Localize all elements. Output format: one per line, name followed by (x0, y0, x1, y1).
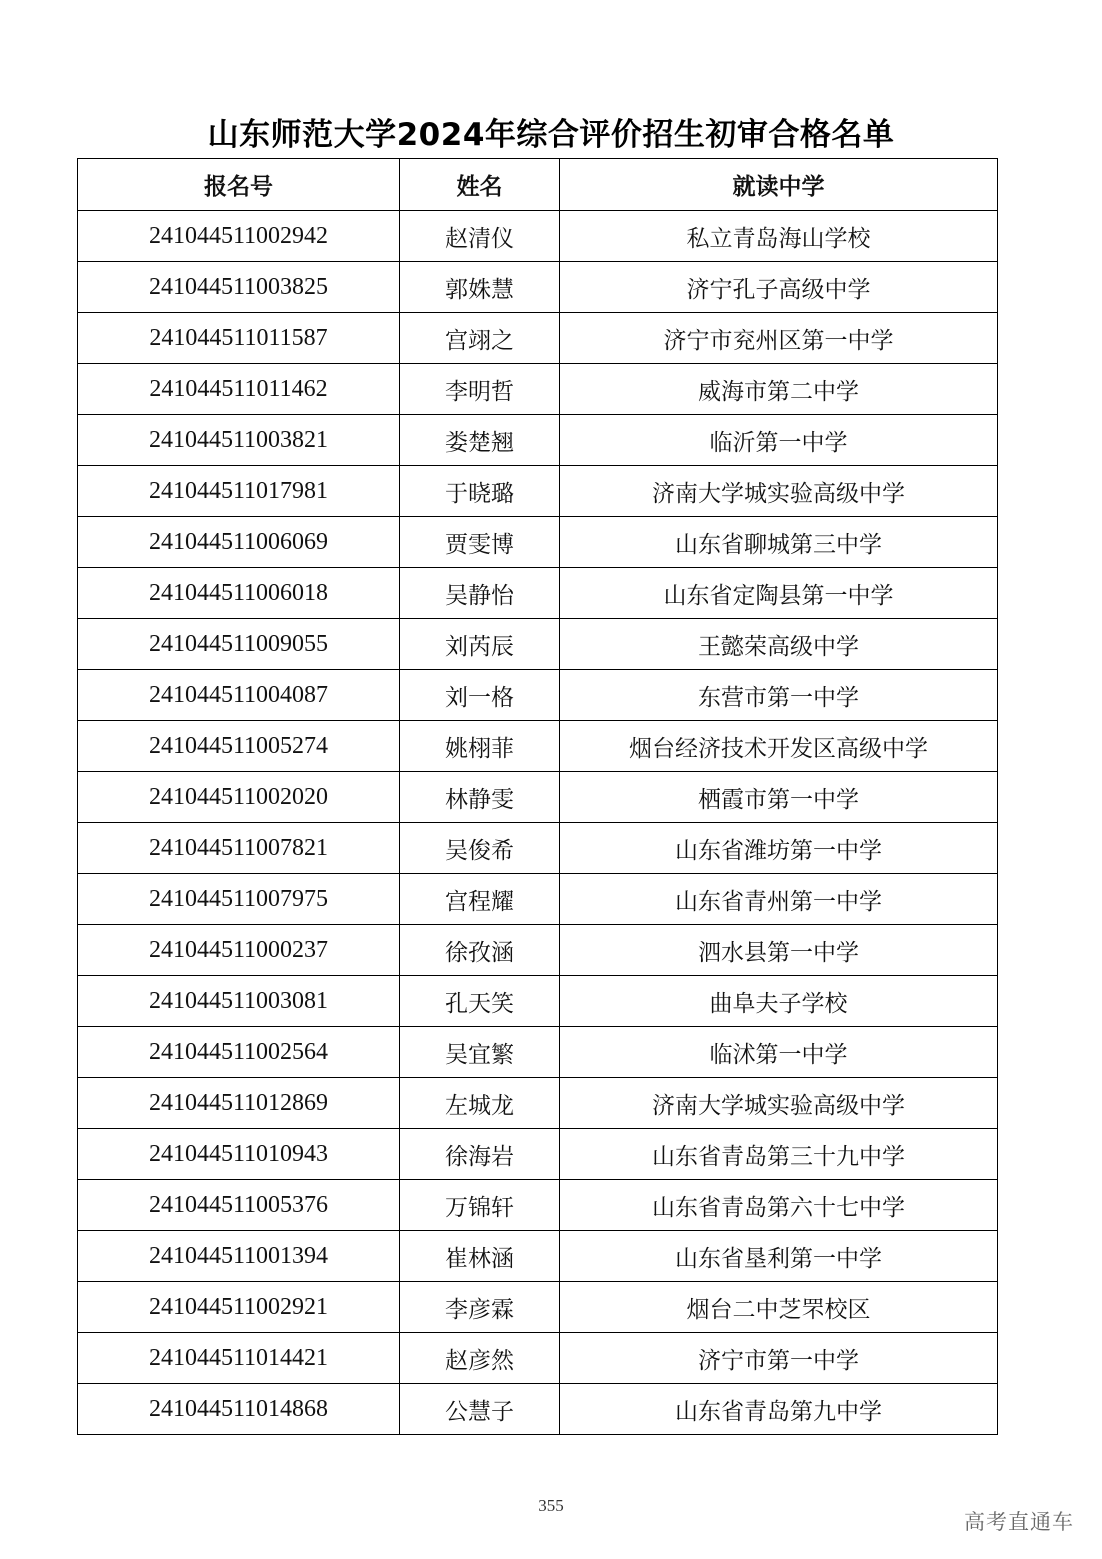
registration-number-cell: 241044511000237 (78, 925, 400, 976)
school-name-cell: 临沂第一中学 (560, 415, 998, 466)
table-row (78, 364, 998, 415)
school-name-cell: 栖霞市第一中学 (560, 772, 998, 823)
school-name-cell: 临沭第一中学 (560, 1027, 998, 1078)
school-name-cell: 烟台经济技术开发区高级中学 (560, 721, 998, 772)
school-name-cell: 济南大学城实验高级中学 (560, 466, 998, 517)
table-body (78, 211, 998, 1435)
student-name-cell: 于晓璐 (400, 466, 560, 517)
registration-number-cell: 241044511003825 (78, 262, 400, 313)
registration-number-cell: 241044511011462 (78, 364, 400, 415)
student-name-cell: 吴静怡 (400, 568, 560, 619)
table-row (78, 1231, 998, 1282)
table-row (78, 976, 998, 1027)
student-name-cell: 吴俊希 (400, 823, 560, 874)
table-row (78, 619, 998, 670)
table-row (78, 313, 998, 364)
registration-number-cell: 241044511006018 (78, 568, 400, 619)
student-name-cell: 刘一格 (400, 670, 560, 721)
table-row (78, 466, 998, 517)
table-row (78, 1027, 998, 1078)
student-name-cell: 林静雯 (400, 772, 560, 823)
table-row (78, 925, 998, 976)
student-name-cell: 孔天笑 (400, 976, 560, 1027)
student-name-cell: 娄楚翘 (400, 415, 560, 466)
student-name-cell: 李彦霖 (400, 1282, 560, 1333)
admission-list-table (77, 158, 998, 1435)
registration-number-cell: 241044511007821 (78, 823, 400, 874)
registration-number-cell: 241044511014868 (78, 1384, 400, 1435)
table-row (78, 1333, 998, 1384)
registration-number-cell: 241044511007975 (78, 874, 400, 925)
student-name-cell: 宫程耀 (400, 874, 560, 925)
student-name-cell: 万锦轩 (400, 1180, 560, 1231)
registration-number-cell: 241044511003821 (78, 415, 400, 466)
student-name-cell: 宫翊之 (400, 313, 560, 364)
table-row (78, 670, 998, 721)
registration-number-cell: 241044511001394 (78, 1231, 400, 1282)
table-row (78, 874, 998, 925)
registration-number-cell: 241044511006069 (78, 517, 400, 568)
student-name-cell: 赵清仪 (400, 211, 560, 262)
student-name-cell: 公慧子 (400, 1384, 560, 1435)
registration-number-cell: 241044511017981 (78, 466, 400, 517)
student-name-cell: 崔林涵 (400, 1231, 560, 1282)
school-name-cell: 济南大学城实验高级中学 (560, 1078, 998, 1129)
student-name-cell: 徐海岩 (400, 1129, 560, 1180)
registration-number-cell: 241044511002020 (78, 772, 400, 823)
column-header-school: 就读中学 (560, 159, 998, 211)
school-name-cell: 济宁孔子高级中学 (560, 262, 998, 313)
table-row (78, 262, 998, 313)
registration-number-cell: 241044511011587 (78, 313, 400, 364)
table-row (78, 517, 998, 568)
column-header-registration-number: 报名号 (78, 159, 400, 211)
student-name-cell: 赵彦然 (400, 1333, 560, 1384)
table-row (78, 721, 998, 772)
student-name-cell: 徐孜涵 (400, 925, 560, 976)
registration-number-cell: 241044511002921 (78, 1282, 400, 1333)
document-title: 山东师范大学2024年综合评价招生初审合格名单 (207, 117, 895, 153)
student-name-cell: 郭姝慧 (400, 262, 560, 313)
watermark-text: 高考直通车 (964, 1510, 1074, 1534)
page-number: 355 (538, 1496, 564, 1515)
school-name-cell: 烟台二中芝罘校区 (560, 1282, 998, 1333)
table-row (78, 1078, 998, 1129)
school-name-cell: 泗水县第一中学 (560, 925, 998, 976)
school-name-cell: 王懿荣高级中学 (560, 619, 998, 670)
school-name-cell: 济宁市兖州区第一中学 (560, 313, 998, 364)
student-name-cell: 李明哲 (400, 364, 560, 415)
registration-number-cell: 241044511002942 (78, 211, 400, 262)
school-name-cell: 山东省潍坊第一中学 (560, 823, 998, 874)
student-name-cell: 贾雯博 (400, 517, 560, 568)
table-row (78, 1282, 998, 1333)
school-name-cell: 山东省青岛第九中学 (560, 1384, 998, 1435)
registration-number-cell: 241044511014421 (78, 1333, 400, 1384)
table-row (78, 1129, 998, 1180)
table-row (78, 211, 998, 262)
school-name-cell: 曲阜夫子学校 (560, 976, 998, 1027)
registration-number-cell: 241044511004087 (78, 670, 400, 721)
table-header-row (78, 159, 998, 211)
registration-number-cell: 241044511009055 (78, 619, 400, 670)
table-row (78, 415, 998, 466)
table-row (78, 1384, 998, 1435)
school-name-cell: 济宁市第一中学 (560, 1333, 998, 1384)
school-name-cell: 山东省青岛第三十九中学 (560, 1129, 998, 1180)
school-name-cell: 山东省垦利第一中学 (560, 1231, 998, 1282)
school-name-cell: 私立青岛海山学校 (560, 211, 998, 262)
table-row (78, 823, 998, 874)
table-row (78, 1180, 998, 1231)
school-name-cell: 山东省青州第一中学 (560, 874, 998, 925)
student-name-cell: 吴宜繁 (400, 1027, 560, 1078)
student-name-cell: 姚栩菲 (400, 721, 560, 772)
table-header (78, 159, 998, 211)
table-row (78, 568, 998, 619)
registration-number-cell: 241044511003081 (78, 976, 400, 1027)
registration-number-cell: 241044511010943 (78, 1129, 400, 1180)
registration-number-cell: 241044511005376 (78, 1180, 400, 1231)
school-name-cell: 东营市第一中学 (560, 670, 998, 721)
table-row (78, 772, 998, 823)
student-name-cell: 刘芮辰 (400, 619, 560, 670)
school-name-cell: 山东省定陶县第一中学 (560, 568, 998, 619)
registration-number-cell: 241044511002564 (78, 1027, 400, 1078)
school-name-cell: 山东省聊城第三中学 (560, 517, 998, 568)
school-name-cell: 威海市第二中学 (560, 364, 998, 415)
column-header-name: 姓名 (400, 159, 560, 211)
registration-number-cell: 241044511012869 (78, 1078, 400, 1129)
student-name-cell: 左城龙 (400, 1078, 560, 1129)
school-name-cell: 山东省青岛第六十七中学 (560, 1180, 998, 1231)
registration-number-cell: 241044511005274 (78, 721, 400, 772)
